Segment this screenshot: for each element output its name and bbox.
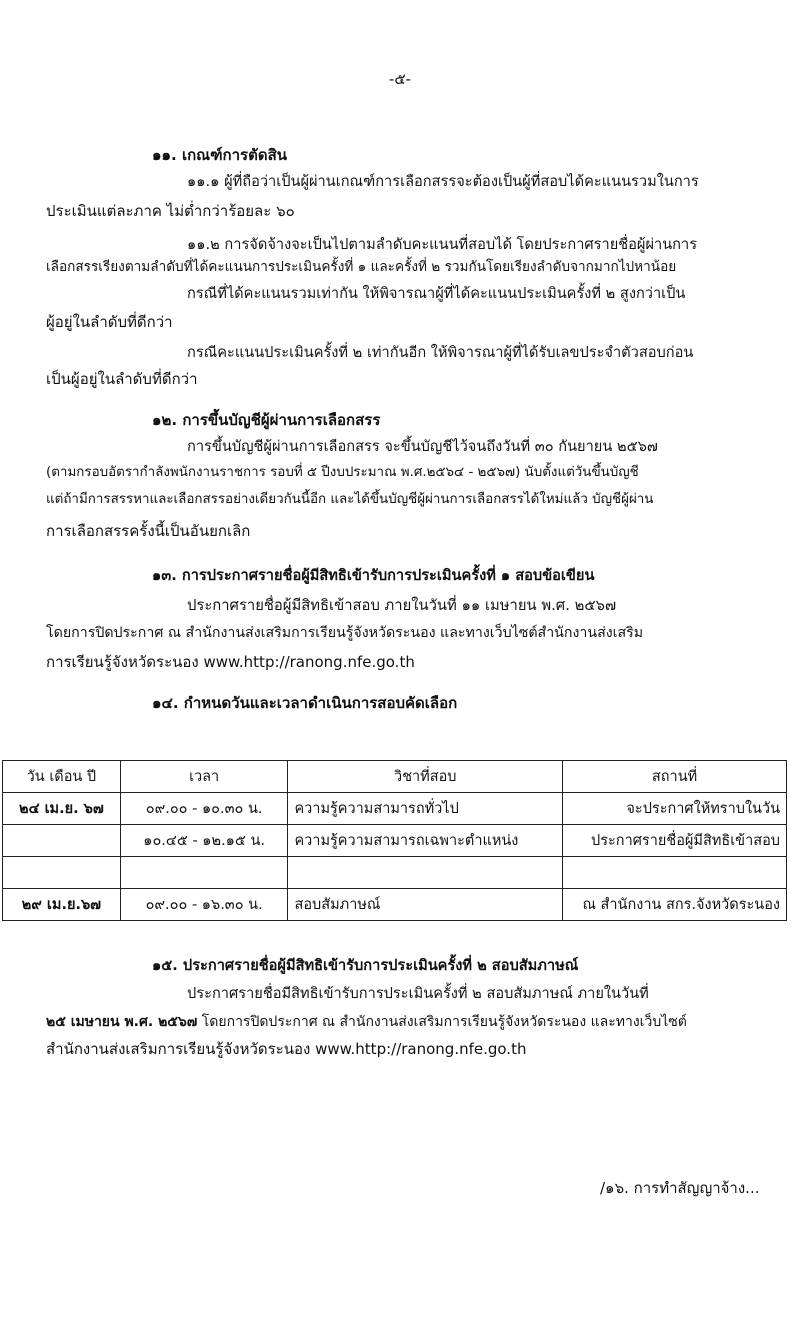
table-header-row — [3, 761, 787, 793]
next-section-continuation: /๑๖. การทำสัญญาจ้าง... — [600, 1179, 760, 1197]
cell-date — [3, 825, 121, 857]
section-13-line-1: ประกาศรายชื่อผู้มีสิทธิเข้าสอบ ภายในวันที่ ๑๑ เมษายน พ.ศ. ๒๕๖๗ — [187, 597, 617, 614]
section-13-heading: ๑๓. การประกาศรายชื่อผู้มีสิทธิเข้ารับการประเมินครั้งที่ ๑ สอบข้อเขียน — [152, 567, 595, 584]
cell-time: ๐๙.๐๐ - ๑๐.๓๐ น. — [120, 793, 288, 825]
exam-schedule-table — [2, 760, 787, 921]
cell-subject: ความรู้ความสามารถเฉพาะตำแหน่ง — [288, 825, 563, 857]
section-11-2-line-1: ๑๑.๒ การจัดจ้างจะเป็นไปตามลำดับคะแนนที่สอบได้ โดยประกาศรายชื่อผู้ผ่านการ — [187, 236, 698, 253]
section-11-1-line-2: ประเมินแต่ละภาค ไม่ต่ำกว่าร้อยละ ๖๐ — [46, 202, 295, 220]
section-13-line-2: โดยการปิดประกาศ ณ สำนักงานส่งเสริมการเรียนรู้จังหวัดระนอง และทางเว็บไซต์สำนักงานส่งเสริม — [46, 625, 644, 641]
section-11-3-line-2: ผู้อยู่ในลำดับที่ดีกว่า — [46, 313, 173, 331]
section-15-line-3: สำนักงานส่งเสริมการเรียนรู้จังหวัดระนอง www.http://ranong.nfe.go.th — [46, 1040, 527, 1058]
cell-subject — [288, 857, 563, 889]
cell-subject: สอบสัมภาษณ์ — [288, 889, 563, 921]
cell-location: ณ สำนักงาน สกร.จังหวัดระนอง — [563, 889, 787, 921]
section-14-heading: ๑๔. กำหนดวันและเวลาดำเนินการสอบคัดเลือก — [152, 694, 458, 712]
section-11-4-line-1: กรณีคะแนนประเมินครั้งที่ ๒ เท่ากันอีก ให้พิจารณาผู้ที่ได้รับเลขประจำตัวสอบก่อน — [187, 344, 694, 361]
section-12-heading: ๑๒. การขึ้นบัญชีผู้ผ่านการเลือกสรร — [152, 411, 381, 429]
cell-date: ๒๙ เม.ย.๖๗ — [3, 889, 121, 921]
section-12-line-3: แต่ถ้ามีการสรรหาและเลือกสรรอย่างเดียวกันนี้อีก และได้ขึ้นบัญชีผู้ผ่านการเลือกสรรได้ใหม่แล้ว บัญชีผู้ผ่าน — [46, 492, 654, 507]
table-row — [3, 825, 787, 857]
cell-date — [3, 857, 121, 889]
table-row — [3, 857, 787, 889]
section-15-line-2 — [46, 1011, 687, 1033]
cell-location: ประกาศรายชื่อผู้มีสิทธิเข้าสอบ — [563, 825, 787, 857]
section-11-2-line-2: เลือกสรรเรียงตามลำดับที่ได้คะแนนการประเมินครั้งที่ ๑ และครั้งที่ ๒ รวมกันโดยเรียงลำดับจากมากไปหาน้อย — [46, 259, 677, 275]
cell-time: ๐๙.๐๐ - ๑๖.๓๐ น. — [120, 889, 288, 921]
header-location: สถานที่ — [563, 761, 787, 793]
section-15-date: ๒๕ เมษายน พ.ศ. ๒๕๖๗ — [46, 1014, 198, 1030]
section-11-3-line-1: กรณีที่ได้คะแนนรวมเท่ากัน ให้พิจารณาผู้ที่ได้คะแนนประเมินครั้งที่ ๒ สูงกว่าเป็น — [187, 285, 686, 302]
header-time: เวลา — [120, 761, 288, 793]
section-15-line-1: ประกาศรายชื่อมีสิทธิเข้ารับการประเมินครั้งที่ ๒ สอบสัมภาษณ์ ภายในวันที่ — [187, 985, 649, 1002]
cell-location: จะประกาศให้ทราบในวัน — [563, 793, 787, 825]
cell-subject: ความรู้ความสามารถทั่วไป — [288, 793, 563, 825]
cell-time: ๑๐.๔๕ - ๑๒.๑๕ น. — [120, 825, 288, 857]
table-row — [3, 793, 787, 825]
section-13-line-3: การเรียนรู้จังหวัดระนอง www.http://ranong.nfe.go.th — [46, 653, 415, 671]
section-11-4-line-2: เป็นผู้อยู่ในลำดับที่ดีกว่า — [46, 370, 198, 388]
section-12-line-1: การขึ้นบัญชีผู้ผ่านการเลือกสรร จะขึ้นบัญชีไว้จนถึงวันที่ ๓๐ กันยายน ๒๕๖๗ — [187, 438, 658, 455]
cell-date: ๒๔ เม.ย. ๖๗ — [3, 793, 121, 825]
section-12-line-4: การเลือกสรรครั้งนี้เป็นอันยกเลิก — [46, 522, 251, 540]
section-11-1-line-1: ๑๑.๑ ผู้ที่ถือว่าเป็นผู้ผ่านเกณฑ์การเลือกสรรจะต้องเป็นผู้ที่สอบได้คะแนนรวมในการ — [187, 173, 699, 190]
page-number: -๕- — [388, 70, 412, 88]
table-row — [3, 889, 787, 921]
section-15-heading: ๑๕. ประกาศรายชื่อผู้มีสิทธิเข้ารับการประเมินครั้งที่ ๒ สอบสัมภาษณ์ — [152, 957, 579, 974]
cell-location — [563, 857, 787, 889]
header-date: วัน เดือน ปี — [3, 761, 121, 793]
header-subject: วิชาที่สอบ — [288, 761, 563, 793]
section-11-heading: ๑๑. เกณฑ์การตัดสิน — [152, 146, 287, 164]
cell-time — [120, 857, 288, 889]
section-12-line-2: (ตามกรอบอัตรากำลังพนักงานราชการ รอบที่ ๕ ปีงบประมาณ พ.ศ.๒๕๖๔ - ๒๕๖๗) นับตั้งแต่วันขึ้นบัญชี — [46, 465, 639, 480]
section-15-line-2-rest: โดยการปิดประกาศ ณ สำนักงานส่งเสริมการเรียนรู้จังหวัดระนอง และทางเว็บไซต์ — [197, 1014, 687, 1030]
